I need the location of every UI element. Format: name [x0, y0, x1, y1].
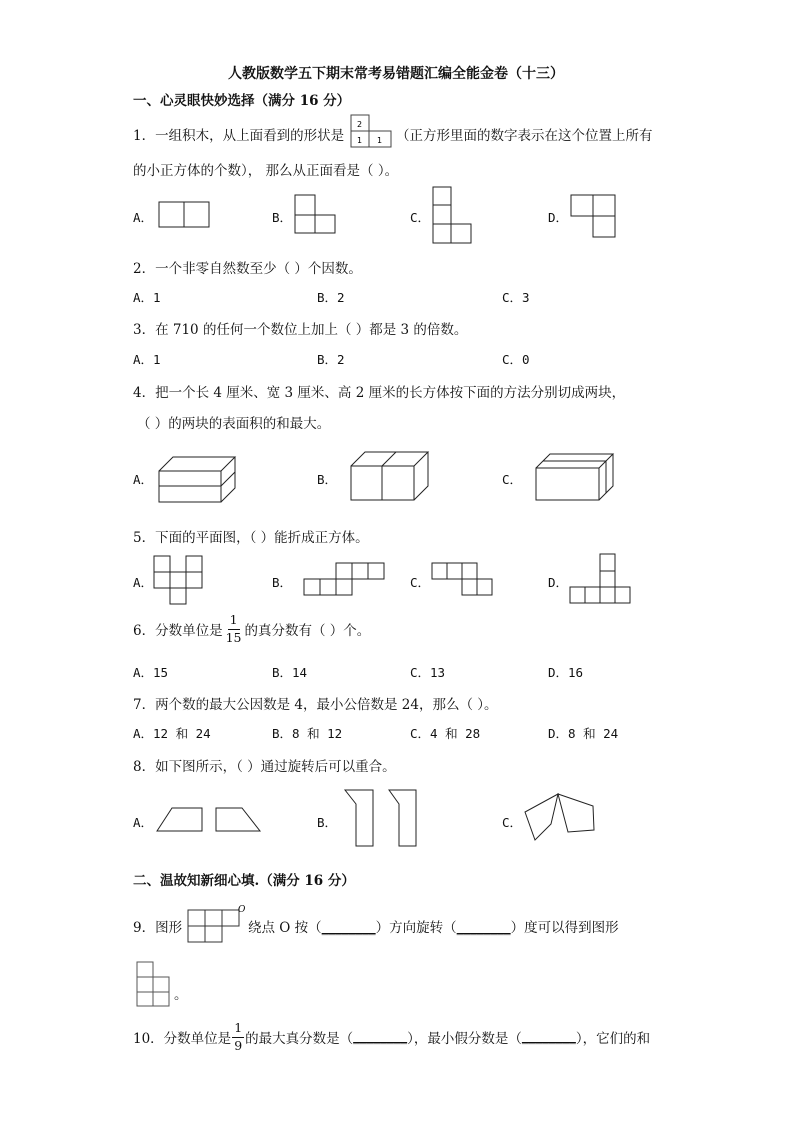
q7-option-c: C．4 和 28: [410, 726, 481, 741]
q4-option-a-label: A．: [133, 472, 154, 487]
q6-fraction-numerator: 1: [228, 614, 240, 630]
q10-text-mid2: ），最小假分数是（: [407, 1031, 522, 1047]
q10-text-mid1: 的最大真分数是（: [245, 1031, 354, 1047]
q5-option-d-label: D．: [548, 575, 569, 590]
q10-fraction-denominator: 9: [234, 1037, 243, 1053]
q6-fraction: [224, 614, 244, 644]
q4-text-line2: （ ）的两块的表面积的和最大。: [137, 416, 331, 432]
q6-option-d: D．16: [548, 665, 584, 680]
q4-text-line1: 4．把一个长 4 厘米、宽 3 厘米、高 2 厘米的长方体按下面的方法分别切成两块，: [133, 385, 626, 401]
page-title: 人教版数学五下期末常考易错题汇编全能金卷（十三）: [228, 66, 564, 82]
q9-text-pre: 9．图形: [133, 920, 183, 936]
q5-option-b-figure: [303, 561, 387, 597]
q6-text-pre: 6．分数单位是: [133, 623, 223, 639]
q8-option-a-label: A．: [133, 815, 154, 830]
q3-option-b: B．2: [317, 352, 345, 367]
q9-text-mid1: 绕点 O 按（: [248, 920, 322, 936]
q7-option-b: B．8 和 12: [272, 726, 343, 741]
q4-option-b-label: B．: [317, 472, 338, 487]
q6-fraction-denominator: 15: [225, 629, 242, 645]
q1-top-view-number: 1: [357, 136, 363, 145]
q5-option-c-figure: [431, 562, 495, 596]
q4-option-b-figure: [350, 450, 430, 502]
q8-text: 8．如下图所示，（ ）通过旋转后可以重合。: [133, 759, 396, 775]
q1-option-d-label: D．: [548, 210, 569, 225]
q7-text: 7．两个数的最大公因数是 4，最小公倍数是 24，那么（ ）。: [133, 697, 498, 713]
q1-option-c-figure: [432, 186, 472, 244]
q10-text-pre: 10．分数单位是: [133, 1031, 232, 1047]
q9-text-post: ）度可以得到图形: [510, 920, 619, 936]
q6-option-c: C．13: [410, 665, 446, 680]
q8-option-b-figure: [343, 788, 423, 848]
q10-blank-smallest-improper[interactable]: ________: [521, 1029, 576, 1045]
q2-option-b: B．2: [317, 290, 345, 305]
q10-fraction-numerator: 1: [232, 1022, 244, 1038]
q1-option-c-label: C．: [410, 210, 431, 225]
q6-option-b: B．14: [272, 665, 308, 680]
q2-option-c: C．3: [502, 290, 530, 305]
q10-blank-largest-proper[interactable]: ________: [353, 1029, 408, 1045]
q3-option-a: A．1: [133, 352, 161, 367]
q1-top-view-number: 2: [357, 120, 363, 129]
q6-text-post: 的真分数有（ ）个。: [244, 623, 371, 639]
q1-option-a-figure: [158, 201, 212, 229]
q8-option-b-label: B．: [317, 815, 338, 830]
q1-option-a-label: A．: [133, 210, 154, 225]
q2-text: 2．一个非零自然数至少（ ）个因数。: [133, 261, 362, 277]
q9-text-middle: [248, 916, 619, 936]
q1-text-line1-a: 1．一组积木，从上面看到的形状是: [133, 128, 345, 144]
q6-option-a: A．15: [133, 665, 169, 680]
q7-option-a: A．12 和 24: [133, 726, 211, 741]
q5-option-a-figure: [153, 555, 203, 605]
q9-point-o-label: O: [238, 905, 246, 915]
q9-text-end: 。: [174, 987, 188, 1003]
q5-option-d-figure: [569, 553, 633, 605]
q4-option-c-figure: [535, 452, 615, 504]
q9-figure-rotated: [135, 960, 173, 1008]
q2-option-a: A．1: [133, 290, 161, 305]
q9-figure-original: [186, 906, 244, 944]
q9-text-mid2: ）方向旋转（: [375, 920, 457, 936]
q8-option-c-figure: [523, 792, 599, 842]
q9-blank-degrees[interactable]: ________: [456, 920, 511, 936]
q10-text-post: ），它们的和: [575, 1031, 651, 1047]
q8-option-a-figure: [156, 805, 264, 833]
q10-fraction: [232, 1022, 244, 1052]
q10-text: [133, 1022, 650, 1052]
q4-option-c-label: C．: [502, 472, 523, 487]
q3-option-c: C．0: [502, 352, 530, 367]
q4-option-a-figure: [158, 454, 238, 504]
q1-text-line2: 的小正方体的个数）， 那么从正面看是（ ）。: [133, 163, 399, 179]
section-heading-fill: 二、温故知新细心填.（满分 16 分）: [133, 873, 355, 889]
q3-text: 3．在 710 的任何一个数位上加上（ ）都是 3 的倍数。: [133, 322, 468, 338]
q7-option-d: D．8 和 24: [548, 726, 619, 741]
q1-option-b-figure: [294, 194, 336, 236]
q1-option-b-label: B．: [272, 210, 293, 225]
q1-top-view-figure: [350, 114, 392, 148]
q6-text: [133, 614, 370, 644]
q1-top-view-number: 1: [377, 136, 383, 145]
q5-option-b-label: B．: [272, 575, 293, 590]
q8-option-c-label: C．: [502, 815, 523, 830]
q1-text-line1-b: （正方形里面的数字表示在这个位置上所有: [396, 128, 653, 144]
section-heading-choice: 一、心灵眼快妙选择（满分 16 分）: [133, 93, 351, 109]
q9-blank-direction[interactable]: ________: [321, 920, 376, 936]
q5-text: 5．下面的平面图，（ ）能折成正方体。: [133, 530, 369, 546]
q1-option-d-figure: [570, 194, 616, 238]
q5-option-a-label: A．: [133, 575, 154, 590]
q5-option-c-label: C．: [410, 575, 431, 590]
